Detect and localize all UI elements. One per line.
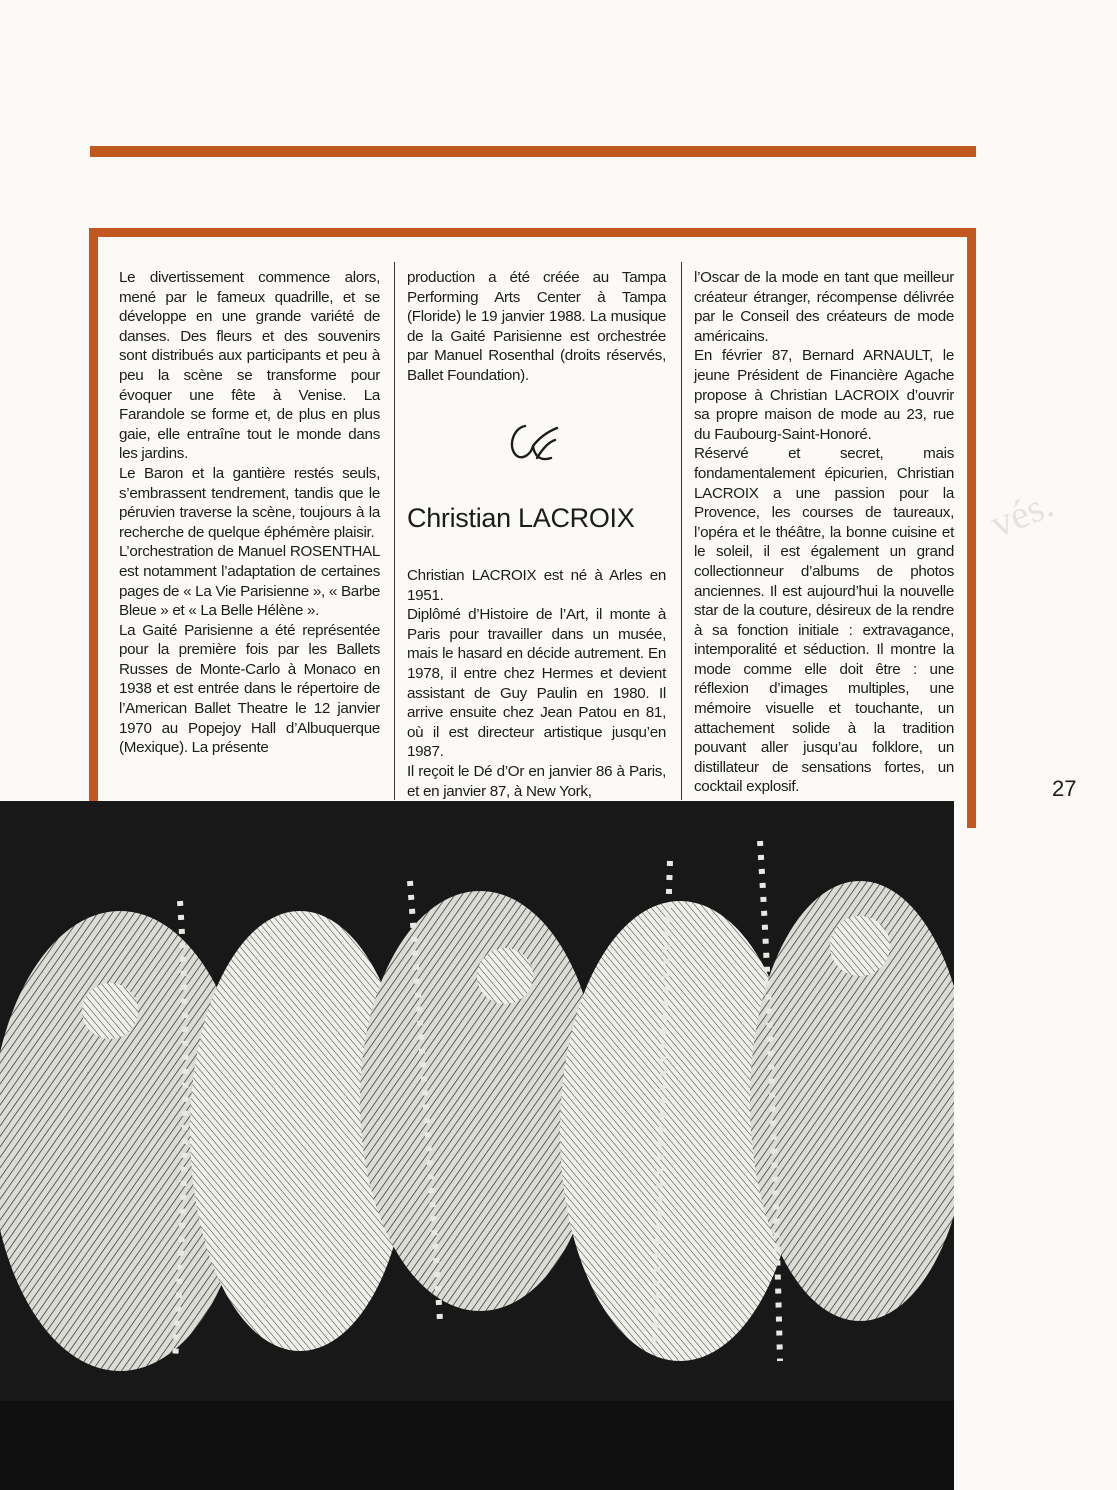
watermark: vés. [983,480,1060,547]
section-heading: Christian LACROIX [407,503,635,533]
column-divider-1 [394,262,395,800]
column-2 [407,268,666,386]
column-3 [694,268,954,797]
paragraph: Le divertissement commence alors, mené par le fameux quadrille, et se développe en une grande variété de danses. Des fleurs et des souvenirs sont distribués aux participants et peu à peu la scène se transforme pour évoquer une fête à Venise. La Farandole se forme et, de plus en plus gaie, elle entraîne tout le monde dans les jardins. [119,269,380,463]
column-1 [119,268,380,758]
paragraph: En février 87, Bernard ARNAULT, le jeune Président de Financière Agache propose à Christian LACROIX d’ouvrir sa propre maison de mode au 23, rue du Faubourg-Saint-Honoré. [694,347,954,443]
paragraph: Il reçoit le Dé d’Or en janvier 86 à Paris, et en janvier 87, à New York, [407,762,666,800]
paragraph: l’Oscar de la mode en tant que meilleur créateur étranger, récompense délivrée par le Conseil des créateurs de mode américains. [694,269,954,345]
paragraph: Le Baron et la gantière restés seuls, s’embrassent tendrement, tandis que le péruvien traverse la scène, toujours à la recherche de quelque éphémère plaisir. [119,464,380,541]
paragraph: La Gaité Parisienne a été représentée pour la première fois par les Ballets Russes de Monte-Carlo à Monaco en 1938 et est entrée dans le répertoire de l’American Ballet Theatre le 12 janvier 1970 au Popejoy Hall d’Albuquerque (Mexique). La présente [119,621,380,757]
paragraph: L’orchestration de Manuel ROSENTHAL est notamment l’adaptation de certaines pages de « La Vie Parisienne », « Barbe Bleue » et « La Belle Hélène ». [119,543,380,620]
column-divider-2 [681,262,682,800]
column-2-bio [407,566,666,801]
paragraph: Christian LACROIX est né à Arles en 1951. [407,567,666,604]
paragraph: Diplômé d’Histoire de l’Art, il monte à Paris pour travailler dans un musée, mais le hasard en décide autrement. En 1978, il entre chez Hermes et devient assistant de Guy Paulin en 1980. Il arrive ensuite chez Jean Patou en 81, où il est directeur artistique jusqu’en 1987. [407,606,666,761]
top-rule [90,146,976,157]
paragraph: Réservé et secret, mais fondamentalement épicurien, Christian LACROIX a une passion pour la Provence, les courses de taureaux, l’opéra et le théâtre, la bonne cuisine et le soleil, il est également un grand collectionneur d’albums de photos anciennes. Il est aujourd’hui la nouvelle star de la couture, désireux de la rendre à sa fonction initiale : extravagance, intemporalité et séduction. Il montre la mode comme elle doit être : une réflexion d’images multiples, une mémoire visuelle et touchante, un attachement solide à la tradition pouvant aller jusqu’au folklore, un distillateur de sensations fortes, un cocktail explosif. [694,445,954,796]
paragraph: production a été créée au Tampa Performing Arts Center à Tampa (Floride) le 19 janvier 1988. La musique de la Gaité Parisienne est orchestrée par Manuel Rosenthal (droits réservés, Ballet Foundation). [407,269,666,384]
signature-mark [503,418,563,466]
ballet-photo [0,801,954,1490]
page-number: 27 [1052,776,1077,801]
